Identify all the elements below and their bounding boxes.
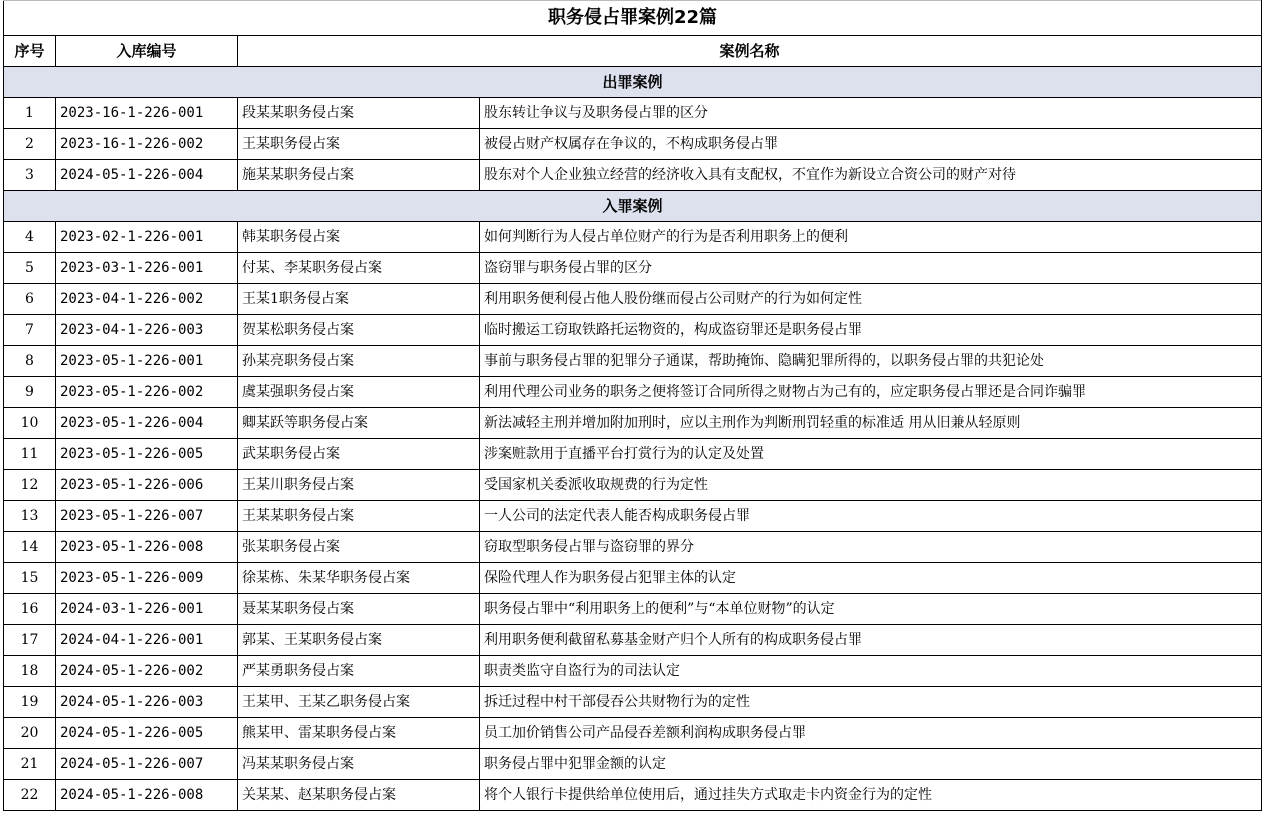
table-row: [4, 129, 1262, 160]
cell-case-name[interactable]: 付某、李某职务侵占案: [238, 253, 480, 284]
header-no[interactable]: 序号: [4, 36, 56, 67]
cell-id[interactable]: 2024-03-1-226-001: [56, 594, 238, 625]
cell-description[interactable]: 拆迁过程中村干部侵吞公共财物行为的定性: [480, 687, 1262, 718]
cell-no[interactable]: 11: [4, 439, 56, 470]
cell-case-name[interactable]: 郭某、王某职务侵占案: [238, 625, 480, 656]
cell-description[interactable]: 盗窃罪与职务侵占罪的区分: [480, 253, 1262, 284]
cell-description[interactable]: 涉案赃款用于直播平台打赏行为的认定及处置: [480, 439, 1262, 470]
cell-id[interactable]: 2024-05-1-226-008: [56, 780, 238, 811]
cell-id[interactable]: 2024-05-1-226-007: [56, 749, 238, 780]
cell-case-name[interactable]: 孙某亮职务侵占案: [238, 346, 480, 377]
table-row: [4, 470, 1262, 501]
table-row: [4, 315, 1262, 346]
cell-description[interactable]: 窃取型职务侵占罪与盗窃罪的界分: [480, 532, 1262, 563]
cell-description[interactable]: 利用职务便利截留私募基金财产归个人所有的构成职务侵占罪: [480, 625, 1262, 656]
table-row: [4, 780, 1262, 811]
cell-id[interactable]: 2024-05-1-226-005: [56, 718, 238, 749]
cell-no[interactable]: 17: [4, 625, 56, 656]
cell-case-name[interactable]: 施某某职务侵占案: [238, 160, 480, 191]
cell-case-name[interactable]: 卿某跃等职务侵占案: [238, 408, 480, 439]
cell-id[interactable]: 2023-05-1-226-007: [56, 501, 238, 532]
table-row: [4, 377, 1262, 408]
cell-id[interactable]: 2023-05-1-226-006: [56, 470, 238, 501]
cell-case-name[interactable]: 聂某某职务侵占案: [238, 594, 480, 625]
cell-no[interactable]: 12: [4, 470, 56, 501]
cell-description[interactable]: 利用代理公司业务的职务之便将签订合同所得之财物占为己有的，应定职务侵占罪还是合同诈骗罪: [480, 377, 1262, 408]
table-row: [4, 563, 1262, 594]
cell-description[interactable]: 员工加价销售公司产品侵吞差额利润构成职务侵占罪: [480, 718, 1262, 749]
cell-description[interactable]: 被侵占财产权属存在争议的，不构成职务侵占罪: [480, 129, 1262, 160]
cell-id[interactable]: 2023-05-1-226-008: [56, 532, 238, 563]
cell-no[interactable]: 16: [4, 594, 56, 625]
cell-id[interactable]: 2024-05-1-226-003: [56, 687, 238, 718]
table-row: [4, 532, 1262, 563]
cell-description[interactable]: 新法减轻主刑并增加附加刑时，应以主刑作为判断刑罚轻重的标准适 用从旧兼从轻原则: [480, 408, 1262, 439]
table-row: [4, 687, 1262, 718]
table-row: [4, 625, 1262, 656]
sheet-title[interactable]: 职务侵占罪案例22篇: [4, 1, 1262, 36]
cell-id[interactable]: 2023-16-1-226-002: [56, 129, 238, 160]
case-table: [3, 0, 1262, 811]
table-row: [4, 501, 1262, 532]
cell-description[interactable]: 一人公司的法定代表人能否构成职务侵占罪: [480, 501, 1262, 532]
cell-no[interactable]: 19: [4, 687, 56, 718]
cell-no[interactable]: 20: [4, 718, 56, 749]
cell-id[interactable]: 2024-04-1-226-001: [56, 625, 238, 656]
cell-no[interactable]: 15: [4, 563, 56, 594]
cell-case-name[interactable]: 关某某、赵某职务侵占案: [238, 780, 480, 811]
table-row: [4, 594, 1262, 625]
table-row: [4, 439, 1262, 470]
table-row: [4, 408, 1262, 439]
cell-no[interactable]: 7: [4, 315, 56, 346]
cell-case-name[interactable]: 严某勇职务侵占案: [238, 656, 480, 687]
table-row: [4, 160, 1262, 191]
section-row: [4, 67, 1262, 98]
header-row: [4, 36, 1262, 67]
cell-case-name[interactable]: 冯某某职务侵占案: [238, 749, 480, 780]
cell-id[interactable]: 2023-05-1-226-005: [56, 439, 238, 470]
cell-description[interactable]: 利用职务便利侵占他人股份继而侵占公司财产的行为如何定性: [480, 284, 1262, 315]
cell-description[interactable]: 职务侵占罪中犯罪金额的认定: [480, 749, 1262, 780]
cell-id[interactable]: 2023-02-1-226-001: [56, 222, 238, 253]
cell-no[interactable]: 21: [4, 749, 56, 780]
table-row: [4, 222, 1262, 253]
cell-no[interactable]: 6: [4, 284, 56, 315]
cell-no[interactable]: 10: [4, 408, 56, 439]
table-row: [4, 656, 1262, 687]
cell-case-name[interactable]: 段某某职务侵占案: [238, 98, 480, 129]
title-row: [4, 1, 1262, 36]
cell-id[interactable]: 2023-05-1-226-001: [56, 346, 238, 377]
cell-id[interactable]: 2023-04-1-226-003: [56, 315, 238, 346]
cell-case-name[interactable]: 王某职务侵占案: [238, 129, 480, 160]
cell-no[interactable]: 2: [4, 129, 56, 160]
cell-case-name[interactable]: 虞某强职务侵占案: [238, 377, 480, 408]
cell-no[interactable]: 3: [4, 160, 56, 191]
table-row: [4, 346, 1262, 377]
table-row: [4, 253, 1262, 284]
cell-case-name[interactable]: 贺某松职务侵占案: [238, 315, 480, 346]
cell-description[interactable]: 临时搬运工窃取铁路托运物资的，构成盗窃罪还是职务侵占罪: [480, 315, 1262, 346]
table-row: [4, 284, 1262, 315]
cell-no[interactable]: 22: [4, 780, 56, 811]
cell-description[interactable]: 保险代理人作为职务侵占犯罪主体的认定: [480, 563, 1262, 594]
cell-case-name[interactable]: 王某某职务侵占案: [238, 501, 480, 532]
cell-case-name[interactable]: 徐某栋、朱某华职务侵占案: [238, 563, 480, 594]
cell-description[interactable]: 股东转让争议与及职务侵占罪的区分: [480, 98, 1262, 129]
cell-no[interactable]: 1: [4, 98, 56, 129]
cell-description[interactable]: 将个人银行卡提供给单位使用后，通过挂失方式取走卡内资金行为的定性: [480, 780, 1262, 811]
cell-id[interactable]: 2023-03-1-226-001: [56, 253, 238, 284]
cell-description[interactable]: 事前与职务侵占罪的犯罪分子通谋，帮助掩饰、隐瞒犯罪所得的，以职务侵占罪的共犯论处: [480, 346, 1262, 377]
cell-id[interactable]: 2023-05-1-226-009: [56, 563, 238, 594]
cell-case-name[interactable]: 张某职务侵占案: [238, 532, 480, 563]
cell-case-name[interactable]: 韩某职务侵占案: [238, 222, 480, 253]
cell-id[interactable]: 2023-05-1-226-002: [56, 377, 238, 408]
cell-description[interactable]: 受国家机关委派收取规费的行为定性: [480, 470, 1262, 501]
table-row: [4, 718, 1262, 749]
cell-no[interactable]: 8: [4, 346, 56, 377]
cell-case-name[interactable]: 武某职务侵占案: [238, 439, 480, 470]
section-row: [4, 191, 1262, 222]
cell-case-name[interactable]: 王某甲、王某乙职务侵占案: [238, 687, 480, 718]
section-label[interactable]: 入罪案例: [4, 191, 1262, 222]
header-id[interactable]: 入库编号: [56, 36, 238, 67]
cell-no[interactable]: 13: [4, 501, 56, 532]
header-name[interactable]: 案例名称: [238, 36, 1262, 67]
cell-id[interactable]: 2024-05-1-226-004: [56, 160, 238, 191]
cell-description[interactable]: 如何判断行为人侵占单位财产的行为是否利用职务上的便利: [480, 222, 1262, 253]
cell-id[interactable]: 2023-05-1-226-004: [56, 408, 238, 439]
cell-no[interactable]: 4: [4, 222, 56, 253]
cell-case-name[interactable]: 王某1职务侵占案: [238, 284, 480, 315]
cell-no[interactable]: 14: [4, 532, 56, 563]
cell-id[interactable]: 2024-05-1-226-002: [56, 656, 238, 687]
section-label[interactable]: 出罪案例: [4, 67, 1262, 98]
cell-no[interactable]: 18: [4, 656, 56, 687]
cell-no[interactable]: 5: [4, 253, 56, 284]
cell-case-name[interactable]: 王某川职务侵占案: [238, 470, 480, 501]
cell-id[interactable]: 2023-04-1-226-002: [56, 284, 238, 315]
cell-id[interactable]: 2023-16-1-226-001: [56, 98, 238, 129]
cell-description[interactable]: 职务侵占罪中“利用职务上的便利”与“本单位财物”的认定: [480, 594, 1262, 625]
cell-description[interactable]: 股东对个人企业独立经营的经济收入具有支配权，不宜作为新设立合资公司的财产对待: [480, 160, 1262, 191]
table-row: [4, 98, 1262, 129]
table-row: [4, 749, 1262, 780]
cell-description[interactable]: 职责类监守自盗行为的司法认定: [480, 656, 1262, 687]
cell-case-name[interactable]: 熊某甲、雷某职务侵占案: [238, 718, 480, 749]
cell-no[interactable]: 9: [4, 377, 56, 408]
